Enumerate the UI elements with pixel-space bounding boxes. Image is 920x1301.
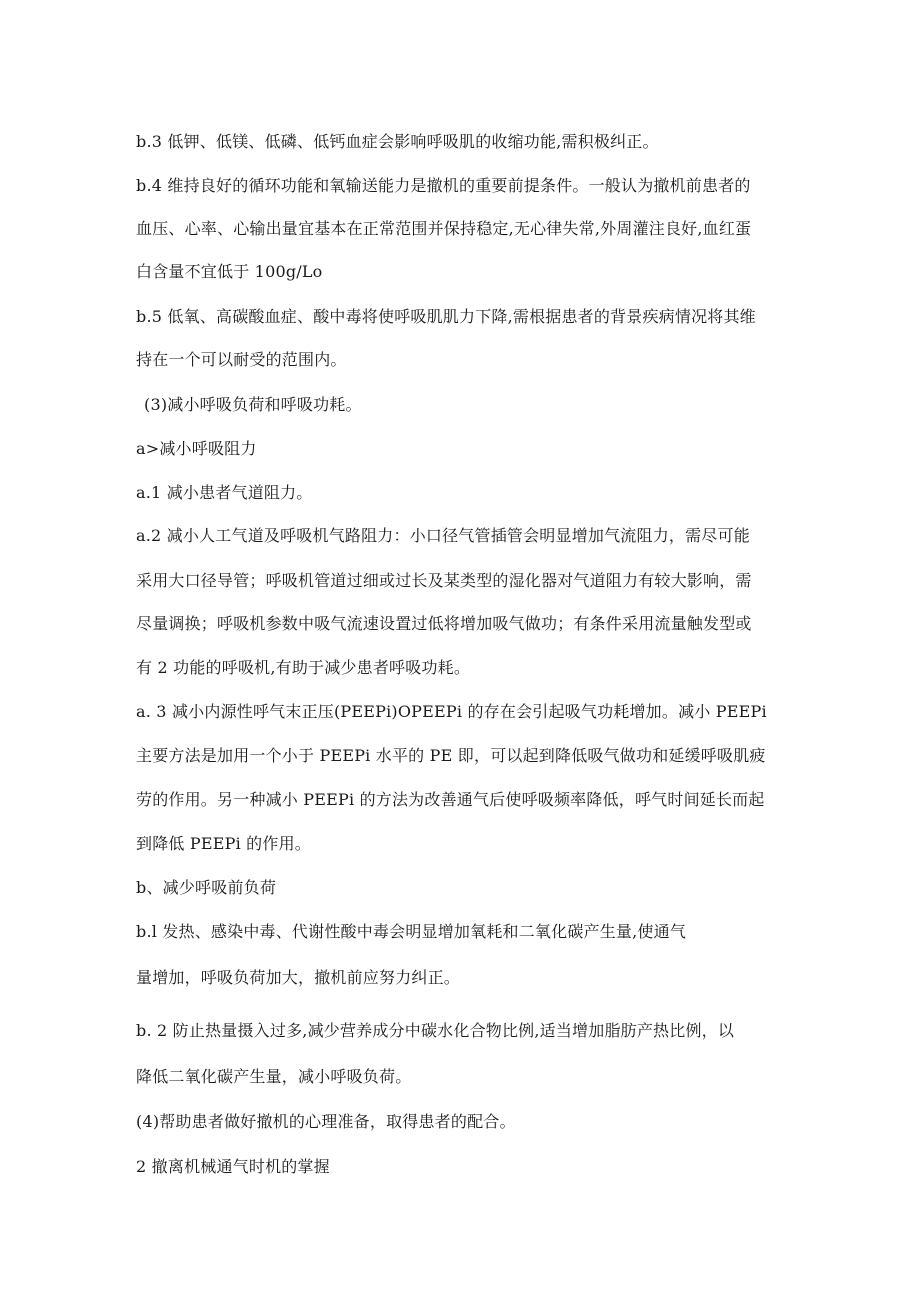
text-line: 有 2 功能的呼吸机,有助于减少患者呼吸功耗。 (136, 658, 471, 677)
section-heading-3: (3)减小呼吸负荷和呼吸功耗。 (144, 395, 362, 414)
text-line-b3-electrolytes: b.3 低钾、低镁、低磷、低钙血症会影响呼吸肌的收缩功能,需积极纠正。 (136, 132, 659, 151)
section-heading-4: (4)帮助患者做好撤机的心理准备，取得患者的配合。 (136, 1112, 516, 1131)
text-line-b5-hypoxia: b.5 低氧、高碳酸血症、酸中毒将使呼吸肌肌力下降,需根据患者的背景疾病情况将其维 (136, 307, 756, 326)
text-line-b4-circulation: b.4 维持良好的循环功能和氧输送能力是撤机的重要前提条件。一般认为撤机前患者的 (136, 176, 751, 195)
text-line: 血压、心率、心输出量宜基本在正常范围并保持稳定,无心律失常,外周灌注良好,血红蛋 (136, 219, 752, 238)
text-line: 到降低 PEEPi 的作用。 (136, 834, 311, 853)
text-line: 降低二氧化碳产生量，减小呼吸负荷。 (136, 1067, 412, 1086)
text-line: 主要方法是加用一个小于 PEEPi 水平的 PE 即，可以起到降低吸气做功和延缓呼吸肌疲 (136, 746, 766, 765)
text-line: 持在一个可以耐受的范围内。 (136, 350, 347, 369)
text-line: 劳的作用。另一种减小 PEEPi 的方法为改善通气后使呼吸频率降低，呼气时间延长而起 (136, 790, 765, 809)
text-line: 尽量调换；呼吸机参数中吸气流速设置过低将增加吸气做功；有条件采用流量触发型或 (136, 614, 752, 633)
text-line: 白含量不宜低于 100g/Lo (136, 262, 323, 281)
text-line: 量增加，呼吸负荷加大，撤机前应努力纠正。 (136, 968, 461, 987)
text-line-a2: a.2 减小人工气道及呼吸机气路阻力：小口径气管插管会明显增加气流阻力，需尽可能 (136, 526, 750, 545)
section-heading-2-weaning-timing: 2 撤离机械通气时机的掌握 (136, 1157, 330, 1176)
text-line-b1-fever: b.l 发热、感染中毒、代谢性酸中毒会明显增加氧耗和二氧化碳产生量,使通气 (136, 922, 687, 941)
text-line-a3-peepi: a. 3 减小内源性呼气末正压(PEEPi)OPEEPi 的存在会引起吸气功耗增加。减小 PEEPi (136, 702, 767, 721)
text-line: 采用大口径导管；呼吸机管道过细或过长及某类型的湿化器对气道阻力有较大影响，需 (136, 571, 752, 590)
text-line-a1: a.1 减小患者气道阻力。 (136, 483, 313, 502)
subheading-a-reduce-resistance: a>减小呼吸阻力 (136, 439, 257, 458)
text-line-b2-calories: b. 2 防止热量摄入过多,减少营养成分中碳水化合物比例,适当增加脂肪产热比例，以 (136, 1021, 735, 1040)
subheading-b-reduce-preload: b、减少呼吸前负荷 (136, 878, 277, 897)
